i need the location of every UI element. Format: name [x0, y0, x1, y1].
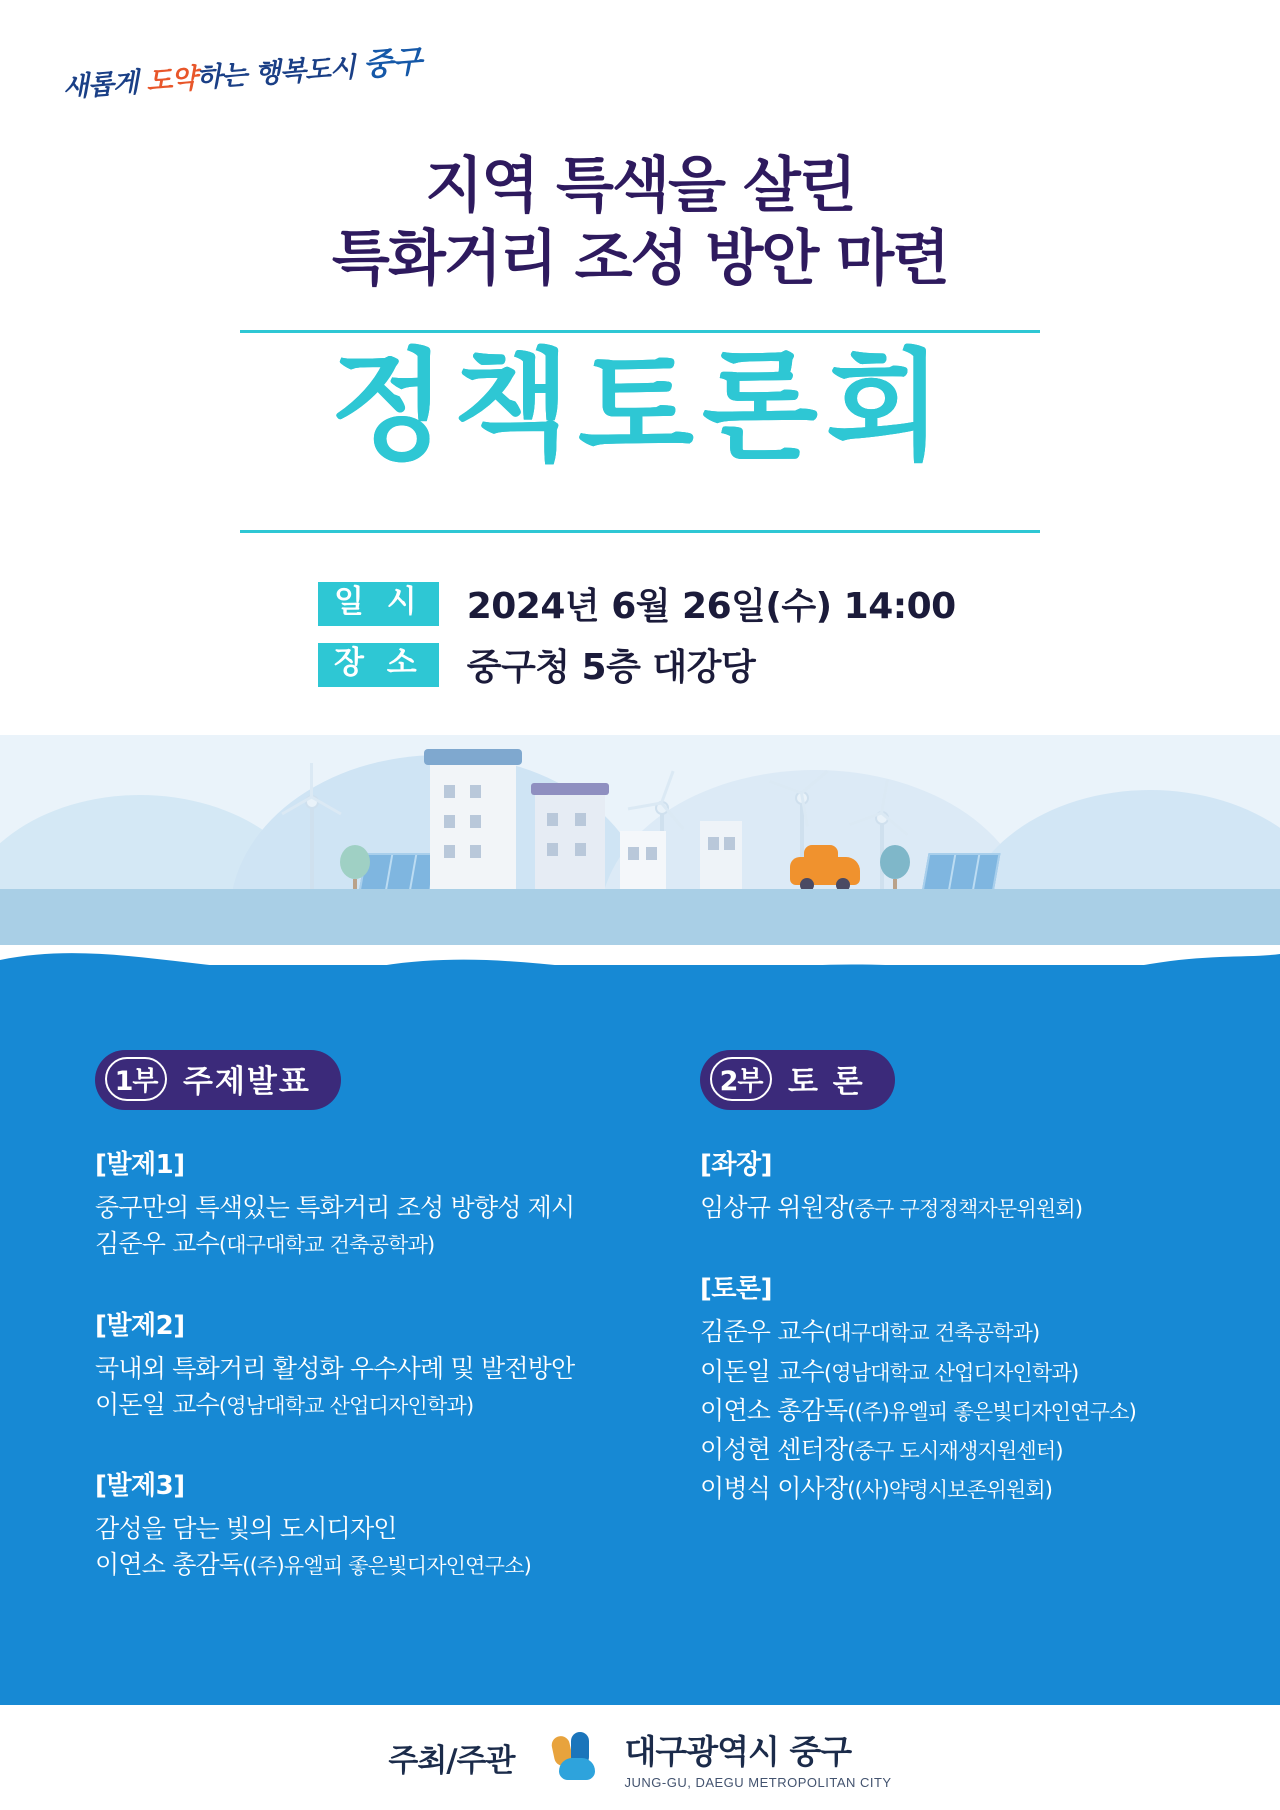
solar-panel-icon — [358, 853, 437, 893]
speaker-affiliation: (영남대학교 산업디자인학과) — [823, 1360, 1079, 1385]
speaker-affiliation: (영남대학교 산업디자인학과) — [218, 1393, 474, 1418]
event-date-label: 일 시 — [318, 582, 439, 626]
event-date-value: 2024년 6월 26일(수) 14:00 — [466, 586, 956, 627]
section-title: 주제발표 — [183, 1064, 311, 1100]
headline-line-1: 지역 특색을 살린 — [425, 151, 855, 221]
section-part1 — [95, 1050, 655, 1626]
group-line — [700, 1354, 1220, 1390]
group-line — [95, 1190, 655, 1226]
group-line — [95, 1351, 655, 1387]
footer-organization — [625, 1726, 892, 1790]
speaker-name: 이병식 이사장 — [700, 1474, 848, 1504]
footer-org-en: JUNG-GU, DAEGU METROPOLITAN CITY — [624, 1774, 892, 1790]
group-line — [700, 1314, 1220, 1350]
page-title: 정책토론회 — [330, 338, 950, 477]
group-line — [95, 1387, 655, 1423]
tree-icon — [340, 845, 370, 893]
speaker-name: 이성현 센터장 — [700, 1435, 848, 1464]
group-label: [발제2] — [95, 1310, 185, 1341]
topic-text: 중구만의 특색있는 특화거리 조성 방향성 제시 — [95, 1193, 575, 1222]
car-icon — [790, 857, 860, 885]
wind-turbine-icon — [310, 801, 314, 893]
building-shape — [535, 793, 605, 893]
group-label: [발제1] — [95, 1150, 185, 1180]
group-line — [95, 1547, 655, 1583]
event-place-label: 장 소 — [318, 643, 439, 687]
group-line — [700, 1432, 1220, 1468]
group-label: [좌장] — [700, 1150, 772, 1180]
section-badge: 1부 — [105, 1057, 167, 1101]
tree-icon — [880, 845, 910, 893]
footer-org-kr: 대구광역시 중구 — [624, 1731, 852, 1771]
speaker-affiliation: (대구대학교 건축공학과) — [823, 1321, 1040, 1346]
divider-top — [240, 330, 1040, 333]
program-group — [95, 1144, 655, 1263]
program-group — [95, 1305, 655, 1424]
speaker-affiliation: (중구 구정정책자문위원회) — [847, 1197, 1083, 1221]
group-line — [95, 1226, 655, 1262]
section-header-part1 — [95, 1050, 341, 1110]
city-illustration — [0, 735, 1280, 945]
group-label: [토론] — [700, 1274, 772, 1305]
speaker-affiliation: (대구대학교 건축공학과) — [218, 1233, 435, 1258]
topic-text: 감성을 담는 빛의 도시디자인 — [95, 1514, 397, 1543]
headline — [0, 150, 1280, 296]
speaker-name: 김준우 교수 — [95, 1229, 219, 1259]
section-badge: 2부 — [710, 1057, 772, 1101]
group-line — [95, 1511, 655, 1547]
group-line — [700, 1393, 1220, 1429]
program-group — [700, 1144, 1220, 1226]
section-part2 — [700, 1050, 1220, 1550]
jung-gu-logo-icon — [549, 1732, 609, 1784]
program-group — [95, 1465, 655, 1584]
group-line — [700, 1471, 1220, 1507]
speaker-name: 이연소 총감독 — [95, 1550, 243, 1580]
event-place-value: 중구청 5층 대강당 — [466, 647, 756, 688]
speaker-name: 이연소 총감독 — [700, 1395, 848, 1425]
speaker-name: 임상규 위원장 — [700, 1193, 848, 1222]
event-place-row — [318, 639, 1018, 690]
event-date-row — [318, 578, 1018, 629]
section-header-part2 — [700, 1050, 895, 1110]
building-shape — [620, 831, 666, 893]
speaker-affiliation: ((사)약령시보존위원회) — [847, 1478, 1053, 1503]
speaker-name: 김준우 교수 — [700, 1317, 824, 1347]
solar-panel-icon — [921, 853, 1000, 893]
speaker-name: 이돈일 교수 — [700, 1356, 824, 1386]
speaker-affiliation: (중구 도시재생지원센터) — [847, 1439, 1063, 1463]
event-info — [318, 578, 1018, 700]
group-line — [700, 1190, 1220, 1226]
speaker-affiliation: ((주)유엘피 좋은빛디자인연구소) — [847, 1399, 1137, 1424]
group-label: [발제3] — [95, 1471, 185, 1501]
brand-logo — [61, 43, 423, 104]
speaker-name: 이돈일 교수 — [95, 1389, 219, 1419]
building-shape — [700, 821, 742, 893]
brand-logo-text: 새롭게 도약하는 행복도시 중구 — [61, 43, 423, 104]
topic-text: 국내외 특화거리 활성화 우수사례 및 발전방안 — [95, 1353, 575, 1383]
program-content — [0, 965, 1280, 1705]
footer-host-label: 주최/주관 — [388, 1743, 515, 1779]
divider-bottom — [240, 530, 1040, 533]
footer — [0, 1705, 1280, 1810]
headline-line-2: 특화거리 조성 방안 마련 — [331, 224, 949, 295]
speaker-affiliation: ((주)유엘피 좋은빛디자인연구소) — [242, 1554, 532, 1579]
section-title: 토 론 — [788, 1064, 865, 1100]
program-group — [700, 1268, 1220, 1507]
building-shape — [430, 763, 516, 893]
